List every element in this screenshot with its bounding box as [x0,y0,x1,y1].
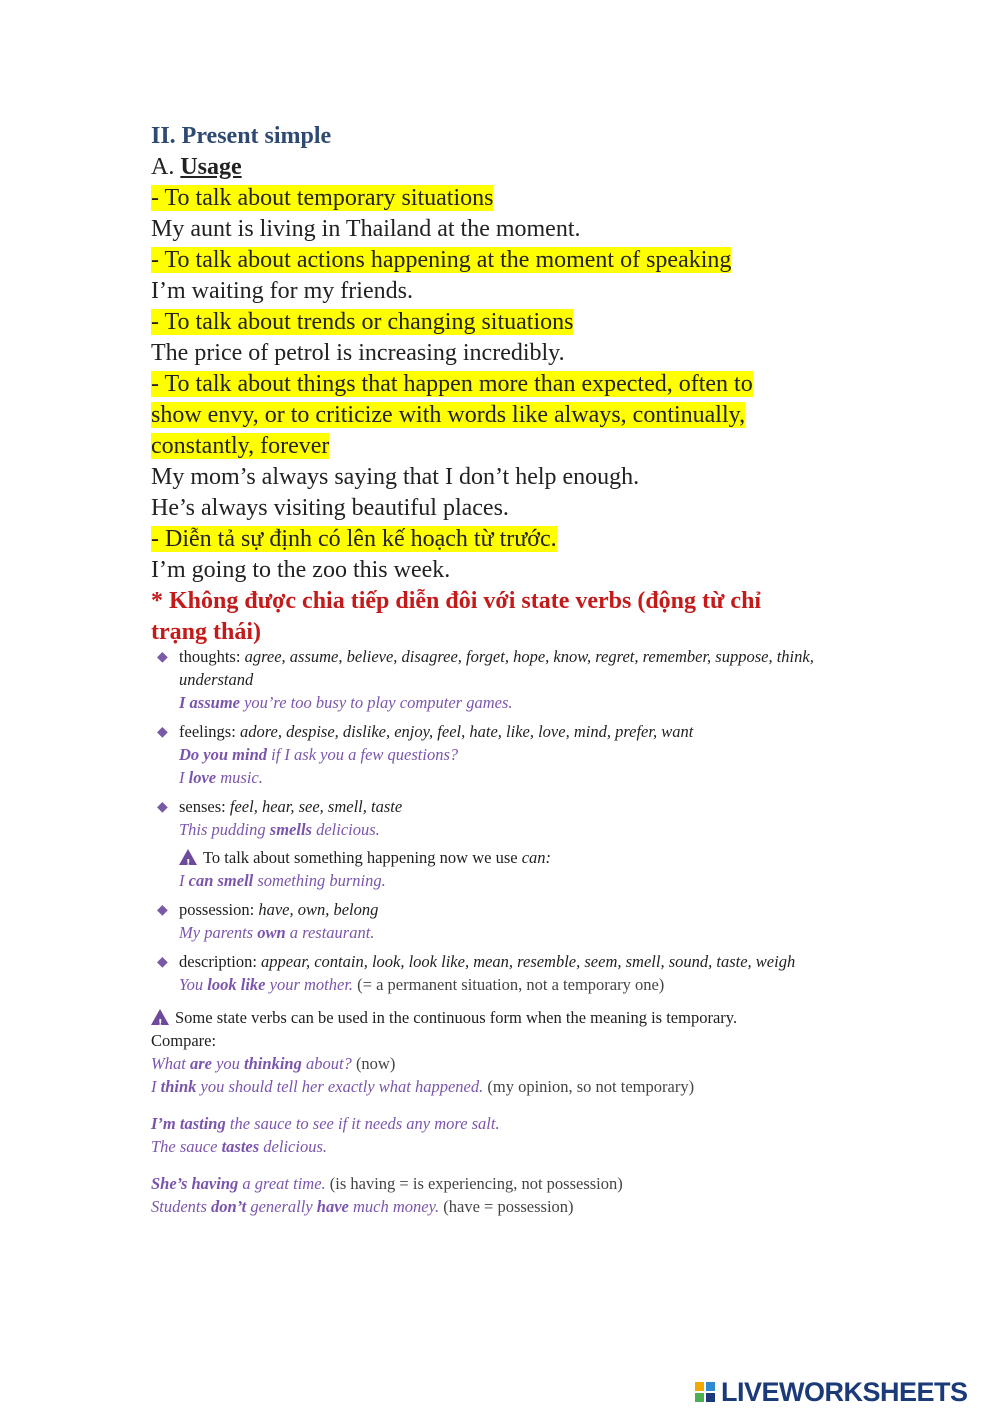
list-item-description [151,950,971,996]
usage-heading [151,152,871,183]
can-note: !To talk about something happening now we use can: [179,846,971,869]
compare-example: She’s having a great time. (is having = is experiencing, not possession) [151,1174,623,1193]
usage-example: My aunt is living in Thailand at the moment. [151,216,581,242]
usage-example: My mom’s always saying that I don’t help enough. [151,464,640,490]
compare-label: Compare: [151,1031,217,1050]
usage-rule-cont [151,431,871,462]
diamond-bullet-icon: ◆ [157,800,168,815]
usage-prefix: A. [151,154,175,180]
usage-rule [151,524,871,555]
compare-example: The sauce tastes delicious. [151,1137,327,1156]
usage-label: Usage [180,154,242,180]
example-sentence: Do you mind if I ask you a few questions? [179,745,459,764]
usage-rule [151,369,871,400]
list-item-feelings [151,720,971,789]
example-note: (= a permanent situation, not a temporary one) [353,975,665,994]
example-sentence: This pudding smells delicious. [179,820,380,839]
category-label: thoughts: [179,647,241,666]
category-label: possession: [179,900,255,919]
section-title: II. Present simple [151,123,332,149]
warning-triangle-icon [151,1009,169,1025]
usage-example: The price of petrol is increasing incredibly. [151,340,565,366]
warning-triangle-icon [179,849,197,865]
state-verb-continuous-note [151,1006,971,1218]
verb-list: have, own, belong [258,900,379,919]
diamond-bullet-icon: ◆ [157,725,168,740]
usage-rule-cont [151,400,871,431]
list-item-thoughts [151,645,971,714]
example-sentence: I assume you’re too busy to play computer games. [179,693,513,712]
liveworksheets-brand[interactable] [695,1377,968,1408]
liveworksheets-logo-icon [695,1382,717,1404]
note-text: Some state verbs can be used in the continuous form when the meaning is temporary. [175,1008,738,1027]
example-sentence: I can smell something burning. [179,871,386,890]
diamond-bullet-icon: ◆ [157,650,168,665]
verb-list-cont: understand [179,670,254,689]
compare-example: Students don’t generally have much money. (have = possession) [151,1197,574,1216]
brand-name: LIVEWORKSHEETS [721,1377,968,1407]
usage-example: He’s always visiting beautiful places. [151,495,509,521]
compare-example: I’m tasting the sauce to see if it needs any more salt. [151,1114,500,1133]
state-verbs-warning-line: trạng thái) [151,619,261,645]
verb-list: feel, hear, see, smell, taste [229,797,403,816]
compare-example: What are you thinking about? (now) [151,1054,396,1073]
usage-rule [151,307,871,338]
textbook-excerpt [151,645,971,1218]
rule-text: - To talk about trends or changing situations [151,309,574,335]
verb-list: agree, assume, believe, disagree, forget, hope, know, regret, remember, suppose, think, [244,647,814,666]
category-label: feelings: [179,722,236,741]
usage-rule [151,245,871,276]
example-sentence: My parents own a restaurant. [179,923,375,942]
diamond-bullet-icon: ◆ [157,903,168,918]
rule-text: - To talk about actions happening at the moment of speaking [151,247,732,273]
example-sentence: I love music. [179,768,263,787]
list-item-possession [151,898,971,944]
rule-text-line: show envy, or to criticize with words like always, continually, [151,402,746,428]
verb-list: adore, despise, dislike, enjoy, feel, hate, like, love, mind, prefer, want [239,722,694,741]
usage-example: I’m waiting for my friends. [151,278,413,304]
category-label: description: [179,952,257,971]
grammar-notes [151,121,871,648]
example-sentence: You look like your mother. [179,975,354,994]
category-label: senses: [179,797,226,816]
list-item-senses [151,795,971,892]
rule-text: - Diễn tả sự định có lên kế hoạch từ trước. [151,526,557,552]
compare-example: I think you should tell her exactly what happened. (my opinion, so not temporary) [151,1077,695,1096]
usage-rule [151,183,871,214]
usage-example: I’m going to the zoo this week. [151,557,451,583]
rule-text-line: constantly, forever [151,433,330,459]
diamond-bullet-icon: ◆ [157,955,168,970]
rule-text: - To talk about temporary situations [151,185,494,211]
verb-list: appear, contain, look, look like, mean, resemble, seem, smell, sound, taste, weigh [261,952,796,971]
rule-text-line: - To talk about things that happen more than expected, often to [151,371,753,397]
state-verbs-warning-line: * Không được chia tiếp diễn đôi với state verbs (động từ chỉ [151,588,762,614]
